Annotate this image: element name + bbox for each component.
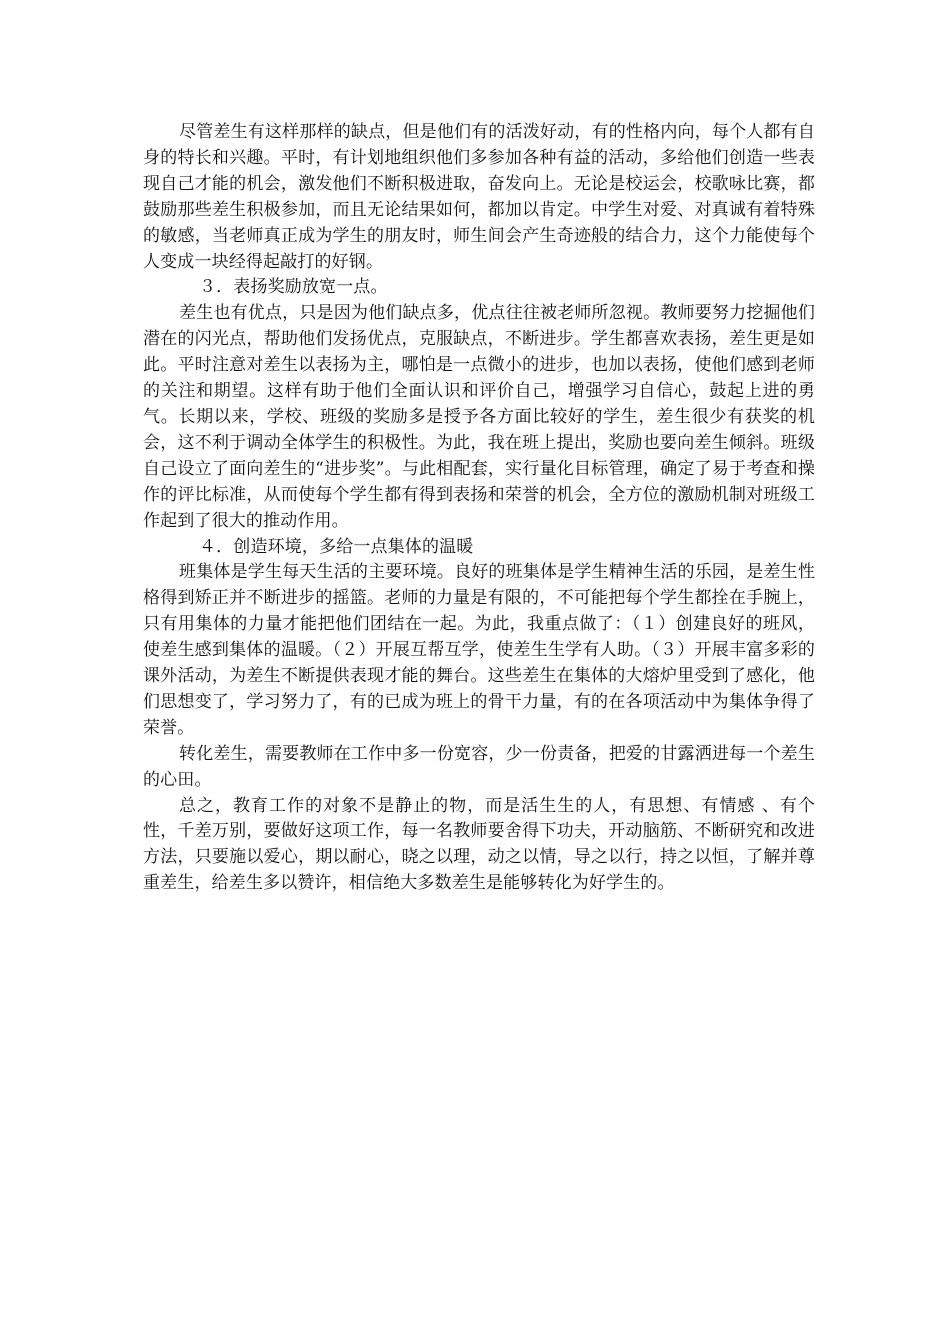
paragraph-encouraging-activities: 尽管差生有这样那样的缺点，但是他们有的活泼好动，有的性格内向，每个人都有自身的特长和兴趣。平时，有计划地组织他们多参加各种有益的活动，多给他们创造一些表现自己才能的机会，激发他们不断积极进取，奋发向上。无论是校运会，校歌咏比赛，都鼓励那些差生积极参加，而且无论结果如何，都加以肯定。中学生对爱、对真诚有着特殊的敏感，当老师真正成为学生的朋友时，师生间会产生奇迹般的结合力，这个力能使每个人变成一块经得起敲打的好钢。 <box>143 122 815 272</box>
paragraph-class-collective: 班集体是学生每天生活的主要环境。良好的班集体是学生精神生活的乐园，是差生性格得到矫正并不断进步的摇篮。老师的力量是有限的，不可能把每个学生都拴在手腕上，只有用集体的力量才能把他们团结在一起。为此，我重点做了：（１）创建良好的班风，使差生感到集体的温暖。（２）开展互帮互学，使差生生学有人助。（３）开展丰富多彩的课外活动，为差生不断提供表现才能的舞台。这些差生在集体的大熔炉里受到了感化，他们思想变了，学习努力了，有的已成为班上的骨干力量，有的在各项活动中为集体争得了荣誉。 <box>143 562 815 738</box>
paragraph-transforming-students: 转化差生，需要教师在工作中多一份宽容，少一份责备，把爱的甘露洒进每一个差生的心田。 <box>143 743 815 790</box>
paragraph-conclusion: 总之，教育工作的对象不是静止的物，而是活生生的人，有思想、有情感 、有个性，千差万别，要做好这项工作，每一名教师要舍得下功夫，开动脑筋、不断研究和改进方法，只要施以爱心，期以耐心，晓之以理，动之以情，导之以行，持之以恒，了解并尊重差生，给差生多以赞许，相信绝大多数差生是能够转化为好学生的。 <box>143 795 815 894</box>
document-body <box>143 120 815 897</box>
paragraph-praise-rewards: 差生也有优点，只是因为他们缺点多，优点往往被老师所忽视。教师要努力挖掘他们潜在的闪光点，帮助他们发扬优点，克服缺点，不断进步。学生都喜欢表扬，差生更是如此。平时注意对差生以表扬为主，哪怕是一点微小的进步，也加以表扬，使他们感到老师的关注和期望。这样有助于他们全面认识和评价自己，增强学习自信心，鼓起上进的勇气。长期以来，学校、班级的奖励多是授予各方面比较好的学生，差生很少有获奖的机会，这不利于调动全体学生的积极性。为此，我在班上提出，奖励也要向差生倾斜。班级自己设立了面向差生的“进步奖”。与此相配套，实行量化目标管理，确定了易于考查和操作的评比标准，从而使每个学生都有得到表扬和荣誉的机会，全方位的激励机制对班级工作起到了很大的推动作用。 <box>143 303 815 531</box>
section-heading-collective-warmth: ４．创造环境，多给一点集体的温暖 <box>199 536 474 557</box>
section-heading-praise-rewards: ３．表扬奖励放宽一点。 <box>199 277 388 298</box>
